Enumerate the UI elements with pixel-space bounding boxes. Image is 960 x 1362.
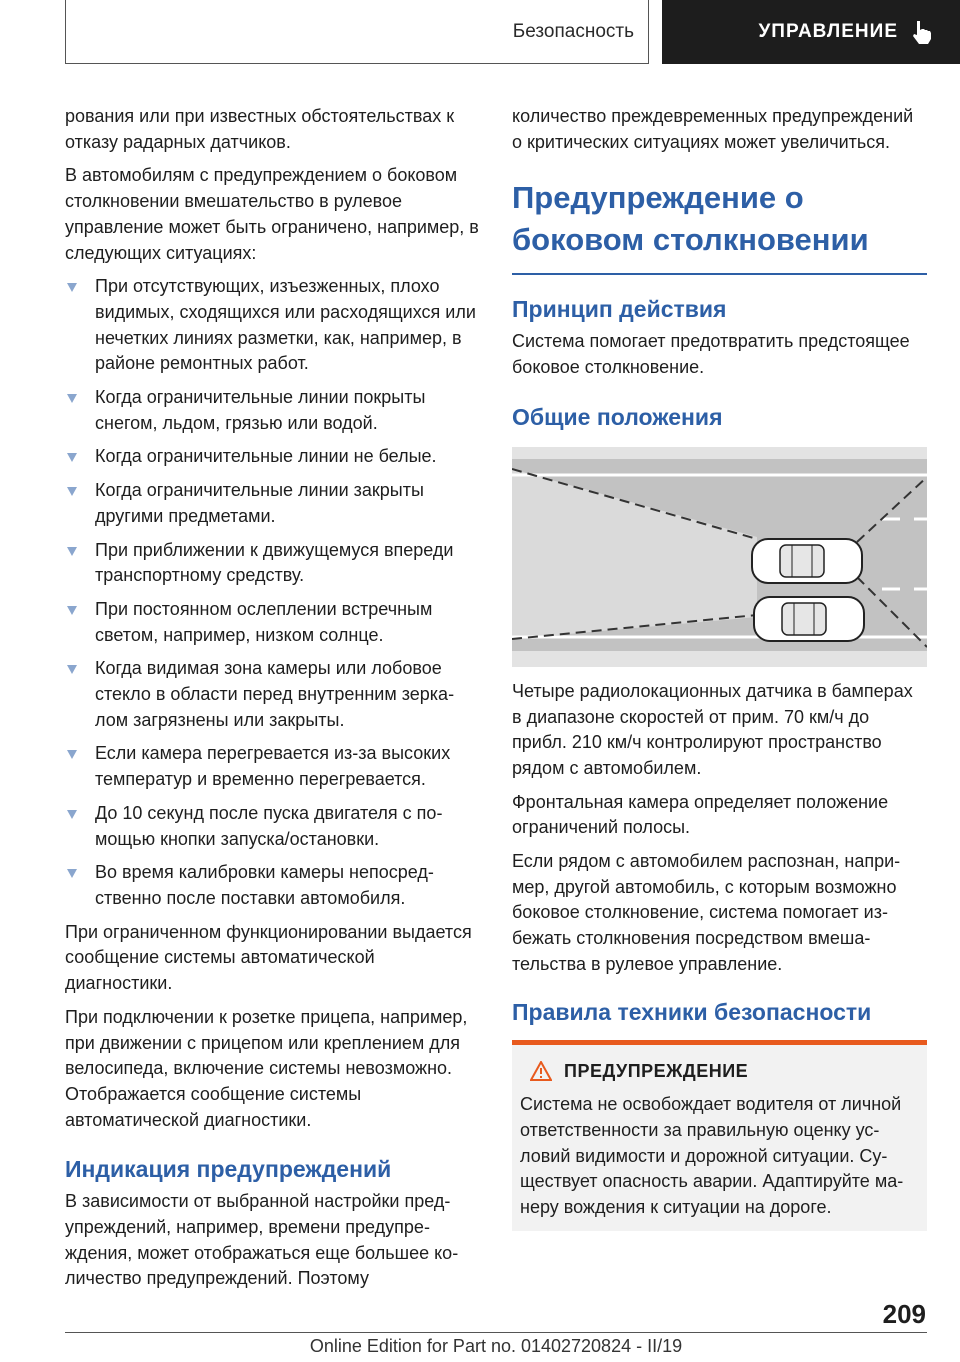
subheading-safety: Правила техники безопасности <box>512 998 872 1025</box>
warning-triangle-icon <box>530 1061 552 1081</box>
triangle-bullet-icon <box>67 869 77 878</box>
warning-text: Система не освобождает водителя от личной ответственности за правильную оценку условий видимости и дорожной ситуации. Существует опасность аварии. Адаптируйте манеру вождения к ситуации на дороге. <box>520 1094 904 1218</box>
list-item: Если камера перегревается из-за высоких температур и временно перегревается. <box>65 741 480 792</box>
triangle-bullet-icon <box>67 283 77 292</box>
list-item: Когда ограничительные линии не белые. <box>65 444 480 470</box>
footer-edition: Online Edition for Part no. 01402720824 - II/19 <box>309 1336 683 1356</box>
paragraph: При подключении к розетке прицепа, например, при движении с прицепом или креплением для велосипеда, включение системы невозможно. Отображается сообщение системы автоматической диагностики. <box>65 1006 468 1130</box>
paragraph: количество преждевременных предупреждений о критических ситуациях может увеличиться. <box>512 106 914 152</box>
list-item: При постоянном ослеплении встречным светом, например, низком солнце. <box>65 597 480 648</box>
hand-pointer-icon <box>910 19 934 45</box>
chapter-title: УПРАВЛЕНИЕ <box>758 21 898 42</box>
triangle-bullet-icon <box>67 453 77 462</box>
paragraph: Если рядом с автомобилем распознан, например, другой автомобиль, с которым возможно боковое столкновение, система помогает избежать столкновения посредством вмешательства в рулевое управление. <box>512 851 901 974</box>
footer-divider <box>65 1332 927 1333</box>
triangle-bullet-icon <box>67 810 77 819</box>
car-icon <box>752 539 862 583</box>
triangle-bullet-icon <box>67 487 77 496</box>
list-item: Во время калибровки камеры непосредственно после поставки автомобиля. <box>65 860 480 911</box>
triangle-bullet-icon <box>67 547 77 556</box>
warning-bar <box>512 1040 927 1045</box>
warning-header <box>520 1059 919 1085</box>
list-item: При отсутствующих, изъезженных, плохо видимых, сходящихся или расходящихся или нечетких линиях разметки, как, например, в районе ремонтных работ. <box>65 274 480 377</box>
subheading-warnings-display: Индикация предупреждений <box>65 1156 392 1183</box>
paragraph: В зависимости от выбранной настройки предупреждений, например, времени предупреждения, может отображаться еще большее количество предупреждений. Поэтому <box>65 1191 459 1289</box>
bullet-list <box>65 274 480 911</box>
subheading-general: Общие положения <box>512 403 723 430</box>
triangle-bullet-icon <box>67 394 77 403</box>
section-title: Безопасность <box>512 20 634 42</box>
paragraph: Система помогает предотвратить предстоящее боковое столкновение. <box>512 331 910 378</box>
triangle-bullet-icon <box>67 750 77 759</box>
list-item: До 10 секунд после пуска двигателя с помощью кнопки запуска/остановки. <box>65 801 480 852</box>
warning-title: ПРЕДУПРЕЖДЕНИЕ <box>564 1060 749 1081</box>
paragraph: В автомобилям с предупреждением о боковом столкновении вмешательство в рулевое управление может быть ограничено, например, в следующих ситуациях: <box>65 165 479 263</box>
list-item: Когда ограничительные линии закрыты другими предметами. <box>65 478 480 529</box>
triangle-bullet-icon <box>67 606 77 615</box>
paragraph: Четыре радиолокационных датчика в бамперах в диапазоне скоростей от прим. 70 км/ч до прибл. 210 км/ч контролируют пространство рядом с автомобилем. <box>512 680 913 778</box>
car-icon <box>754 597 864 641</box>
chapter-tab <box>662 0 960 64</box>
list-item: Когда ограничительные линии покрыты снегом, льдом, грязью или водой. <box>65 385 480 436</box>
heading-divider <box>512 273 927 275</box>
paragraph: Фронтальная камера определяет положение ограничений полосы. <box>512 791 889 838</box>
paragraph: рования или при известных обстоятельствах к отказу радарных датчиков. <box>65 106 455 152</box>
warning-box <box>512 1040 927 1231</box>
page-number: 209 <box>882 1299 926 1329</box>
left-column <box>65 104 480 1300</box>
triangle-bullet-icon <box>67 665 77 674</box>
list-item: При приближении к движущемуся впереди транспортному средству. <box>65 538 480 589</box>
section-tab <box>65 0 649 64</box>
paragraph: При ограниченном функционировании выдается сообщение системы автоматической диагностики. <box>65 921 472 994</box>
subheading-principle: Принцип действия <box>512 296 727 323</box>
side-collision-illustration <box>512 447 927 667</box>
section-heading: Предупреждение о боковом столкновении <box>512 180 869 258</box>
list-item: Когда видимая зона камеры или лобовое стекло в области перед внутренним зеркалом загрязнены или закрыты. <box>65 656 480 733</box>
right-column <box>512 104 927 1231</box>
